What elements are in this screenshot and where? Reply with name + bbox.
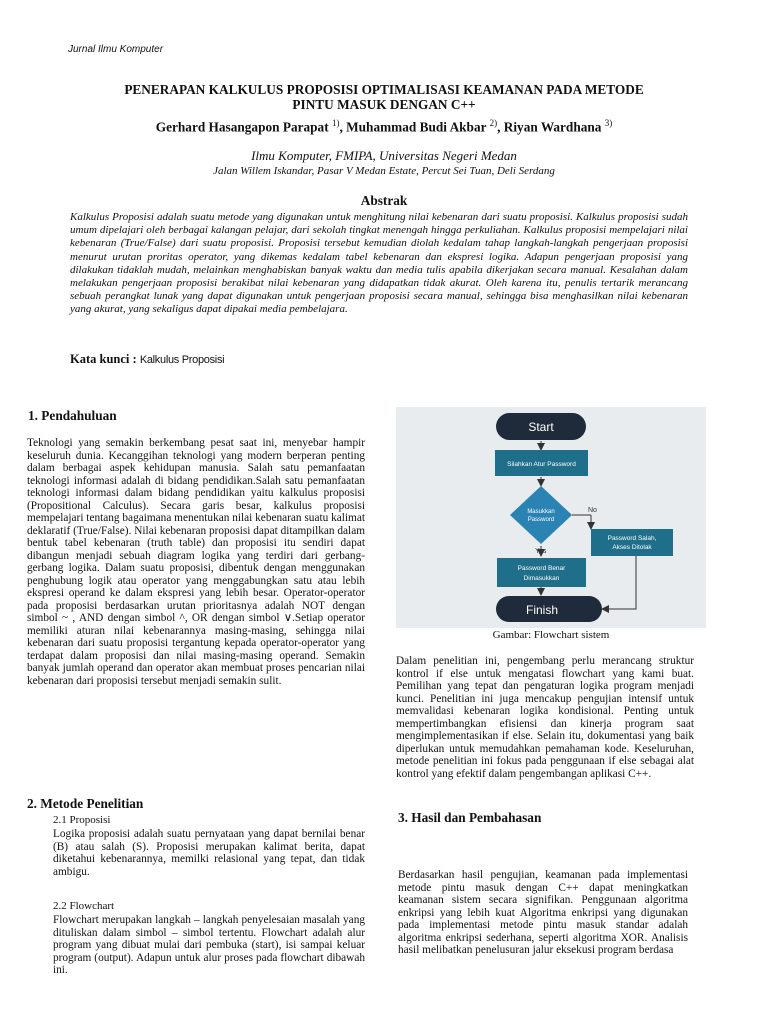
subsection-2-2-text: Flowchart merupakan langkah – langkah penyelesaian masalah yang dituliskan dalam simbol – simbol tertentu. Flowchart adalah alur program yang dibuat mulai dari pembuka (start), isi sampai keluar program (output). Adapun untuk alur proses pada flowchart dibawah ini. xyxy=(53,914,365,976)
author-mark: 2) xyxy=(489,118,498,128)
subsection-2-2-heading: 2.2 Flowchart xyxy=(53,900,115,912)
author-name: Muhammad Budi Akbar xyxy=(346,119,487,135)
subsection-2-1-text: Logika proposisi adalah suatu pernyataan yang dapat bernilai benar (B) atau salah (S). Proposisi merupakan kalimat berita, dapat diketahui kebenarannya, memilki relasional yang tepat, dan tidak ambigu. xyxy=(53,828,365,878)
paper-title xyxy=(60,82,708,112)
abstract-text: Kalkulus Proposisi adalah suatu metode yang digunakan untuk menghitung nilai kebenaran dari suatu proposisi. Kalkulus proposisi sudah umum dipelajari oleh berbagai kalangan pelajar, dari sekolah tingkat menengah hingga perkuliahan. Kalkulus proposisi mempelajari nilai kebenaran (True/False) dari suatu proposisi. Proposisi tersebut kemudian diolah kedalam tahap langkah-langkah pengerjaan proposisi menurut urutan proritas operator, yang dikemas kedalam tabel kebenaran dan ekspresi logika. Adapun pengerjaan proposisi yang dilakukan tidaklah mudah, melainkan menghabiskan banyak waktu dan media tulis apabila dikerjakan secara manual. Kesalahan dalam melakukan pengerjaan proposisi berakibat nilai kebenaran yang didapatkan tidak akurat. Oleh karena itu, penulis tertarik merancang sebuah perangkat lunak yang dapat digunakan untuk pengerjaan proposisi secara manual, sehingga bisa menghasilkan nilai kebenaran yang akurat, yang sekaligus dapat dipakai media pembelajara. xyxy=(70,211,688,316)
decision-label-line-1: Masukkan xyxy=(527,509,555,515)
yes-branch-label: Yes xyxy=(535,548,547,555)
title-line-2: PINTU MASUK DENGAN C++ xyxy=(292,97,476,112)
decision-label-line-2: Password xyxy=(527,517,555,523)
keywords-value: Kalkulus Proposisi xyxy=(139,354,225,366)
wrong-password-line-1: Password Salah, xyxy=(607,535,657,542)
correct-password-process xyxy=(497,558,586,587)
correct-password-line-2: Dimasukkan xyxy=(523,575,560,582)
flowchart-figure xyxy=(396,407,706,628)
section-2-heading: 2. Metode Penelitian xyxy=(27,796,144,811)
author-mark: 3) xyxy=(604,118,613,128)
section-3-text: Berdasarkan hasil pengujian, keamanan pada implementasi metode pintu masuk dengan C++ dapat meningkatkan keamanan sistem secara signifikan. Penggunaan algoritma enkripsi yang lebih kuat Algoritma enkripsi yang digunakan pada implementasi metode pintu masuk standar adalah algoritma enkripsi sederhana, seperti algoritma XOR. Analisis hasil melibatkan penelusuran jalur eksekusi program berdasa xyxy=(398,869,688,956)
connector-wrong-finish xyxy=(603,556,636,609)
keywords-label: Kata kunci : xyxy=(70,352,137,366)
figure-caption: Gambar: Flowchart sistem xyxy=(492,629,610,641)
author-mark: 1) xyxy=(331,118,340,128)
start-label: Start xyxy=(528,420,554,434)
wrong-password-line-2: Akses Ditolak xyxy=(612,544,652,551)
journal-name: Jurnal Ilmu Komputer xyxy=(68,44,164,55)
title-line-1: PENERAPAN KALKULUS PROPOSISI OPTIMALISASI KEAMANAN PADA METODE xyxy=(124,82,644,97)
correct-password-line-1: Password Benar xyxy=(517,565,566,572)
author-list: Gerhard Hasangapon Parapat $^{1)}$, Muhammad Budi Akbar $^{2)}$, Riyan Wardhana $^{3)}$ xyxy=(155,118,613,135)
enter-password-decision xyxy=(510,486,572,544)
subsection-2-1-heading: 2.1 Proposisi xyxy=(53,814,111,826)
set-password-label: Silahkan Atur Password xyxy=(507,461,576,468)
author-name: Riyan Wardhana xyxy=(503,119,602,135)
address: Jalan Willem Iskandar, Pasar V Medan Estate, Percut Sei Tuan, Deli Serdang xyxy=(213,165,555,177)
keywords xyxy=(70,352,224,367)
section-1-heading: 1. Pendahuluan xyxy=(28,408,117,423)
method-paragraph: Dalam penelitian ini, pengembang perlu merancang struktur kontrol if else untuk mengatasi flowchart yang kami buat. Pemilihan yang tepat dan pengaturan logika program menjadi kunci. Penelitian ini juga mencakup pengujian intensif untuk memvalidasi kebenaran logika kondisional. Penting untuk mempertimbangkan efisiensi dan kinerja program saat mengimplementasikan if else. Selain itu, dokumentasi yang baik diperlukan untuk memudahkan pemahaman kode. Keseluruhan, metode penelitian ini fokus pada penggunaan if else sebagai alat kontrol yang efektif dalam pengembangan aplikasi C++. xyxy=(396,655,694,780)
affiliation: Ilmu Komputer, FMIPA, Universitas Negeri Medan xyxy=(251,148,517,163)
no-branch-label: No xyxy=(588,507,597,514)
section-1-text: Teknologi yang semakin berkembang pesat saat ini, menyebar hampir keseluruh dunia. Kecanggihan teknologi yang modern berperan penting dalam berbagai aspek kehidupan manusia. Salah satu pemanfaatan teknologi informasi adalah di bidang pendidikan.Salah satu pemanfaatan teknologi informasi dalam bidang pendidikan yaitu kalkulus proposisi (Propositional Calculus). Secara garis besar, kalkulus proposisi mempelajari tentang bagaimana menentukan nilai kebenaran suatu kalimat deklaratif (True/False). Nilai kebenaran proposisi dapat ditampilkan dalam bentuk tabel kebenaran (truth table) dan proposisi itu sendiri dapat dibangun menjadi sebuah diagram logika yang terdiri dari gerbang-gerbang logika. Dalam suatu proposisi, dibentuk dengan menggunakan penghubung logik atau operator yang menggabungkan satu atau lebih ekspresi operand ke dalam ekspresi yang lebih besar. Operator-operator pada proposisi berdasarkan urutan prioritasnya adalah NOT dengan simbol ~ , AND dengan simbol ^, OR dengan simbol ∨.Setiap operator memiliki aturan nilai kebenarannya masing-masing, sehingga nilai kebenaran dari suatu proposisi tergantung kepada operator-operator yang terdapat dalam proposisi dan nilai masing-masing operand. Semakin banyak jumlah operand dan operator akan membuat proses pencarian nilai kebenaran dari proposisi tersebut menjadi semakin sulit. xyxy=(27,437,365,687)
flowchart-diagram xyxy=(396,407,706,628)
section-3-heading: 3. Hasil dan Pembahasan xyxy=(398,810,542,825)
finish-label: Finish xyxy=(525,603,559,617)
wrong-password-process xyxy=(591,529,673,556)
abstract-heading: Abstrak xyxy=(360,193,408,208)
author-name: Gerhard Hasangapon Parapat xyxy=(155,119,329,135)
